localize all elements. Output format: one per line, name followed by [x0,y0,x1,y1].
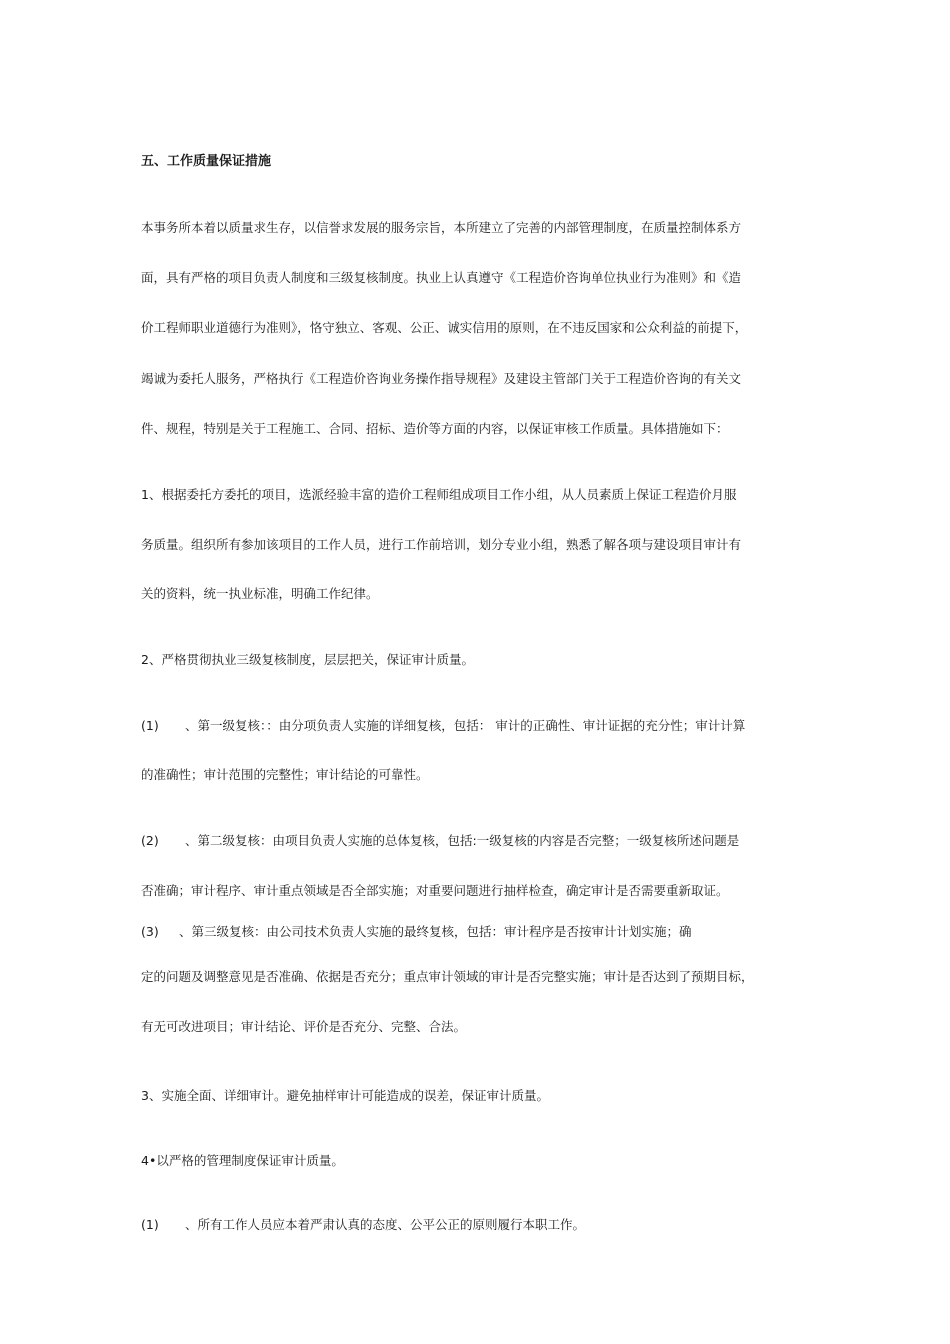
sub2-number: (2) [141,833,159,848]
intro-line-2: 面，具有严格的项目负责人制度和三级复核制度。执业上认真遵守《工程造价咨询单位执业行为准则》和《造 [141,270,742,285]
sub3-line-1 [141,924,692,940]
item2-line: 2、严格贯彻执业三级复核制度，层层把关，保证审计质量。 [141,652,474,667]
intro-line-4: 竭诚为委托人服务，严格执行《工程造价咨询业务操作指导规程》及建设主管部门关于工程造价咨询的有关文 [141,371,742,386]
sub3-line-2: 定的问题及调整意见是否准确、依据是否充分；重点审计领域的审计是否完整实施；审计是否达到了预期目标， [141,969,754,984]
sub4-text-1: 、所有工作人员应本着严肃认真的态度、公平公正的原则履行本职工作。 [185,1217,586,1232]
section-heading: 五、工作质量保证措施 [141,154,272,169]
sub1-text-1: 、第一级复核：：由分项负责人实施的详细复核，包括： 审计的正确性、审计证据的充分性；审计计算 [185,718,746,733]
intro-line-1: 本事务所本着以质量求生存，以信誉求发展的服务宗旨，本所建立了完善的内部管理制度，在质量控制体系方 [141,220,742,235]
sub3-number: (3) [141,924,159,939]
item4-line: 4•以严格的管理制度保证审计质量。 [141,1153,344,1168]
item1-line-2: 务质量。组织所有参加该项目的工作人员，进行工作前培训，划分专业小组，熟悉了解各项与建设项目审计有 [141,537,742,552]
sub2-line-2: 否准确；审计程序、审计重点领域是否全部实施；对重要问题进行抽样检查，确定审计是否需要重新取证。 [141,883,729,898]
sub2-text-1: 、第二级复核：由项目负责人实施的总体复核，包括:一级复核的内容是否完整；一级复核所述问题是 [185,833,740,848]
sub3-line-3: 有无可改进项目；审计结论、评价是否充分、完整、合法。 [141,1019,467,1034]
sub4-line-1 [141,1217,585,1233]
sub1-line-2: 的准确性；审计范围的完整性；审计结论的可靠性。 [141,767,429,782]
sub2-line-1 [141,833,739,849]
intro-line-5: 件、规程，特别是关于工程施工、合同、招标、造价等方面的内容，以保证审核工作质量。具体措施如下： [141,421,729,436]
sub4-number: (1) [141,1217,159,1232]
sub3-text-1: 、第三级复核：由公司技术负责人实施的最终复核，包括：审计程序是否按审计计划实施；确 [179,924,692,939]
item1-line-3: 关的资料，统一执业标准，明确工作纪律。 [141,586,379,601]
intro-line-3: 价工程师职业道德行为准则》，恪守独立、客观、公正、诚实信用的原则，在不违反国家和公众利益的前提下， [141,320,748,335]
sub1-number: (1) [141,718,159,733]
item1-line-1: 1、根据委托方委托的项目，选派经验丰富的造价工程师组成项目工作小组，从人员素质上保证工程造价月服 [141,487,737,502]
item3-line: 3、实施全面、详细审计。避免抽样审计可能造成的误差，保证审计质量。 [141,1088,549,1103]
sub1-line-1 [141,718,745,734]
